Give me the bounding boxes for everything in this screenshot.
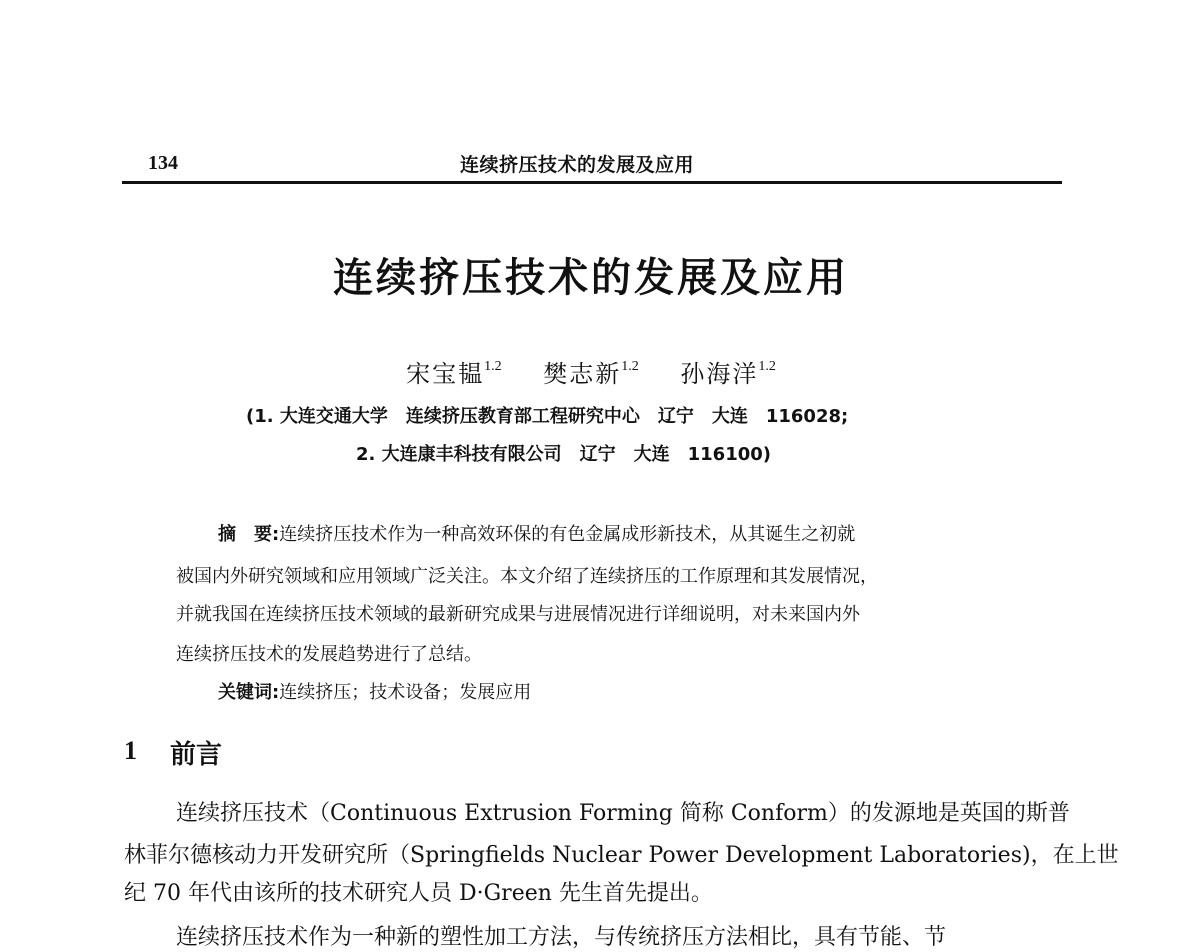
author-name: 樊志新 — [543, 360, 622, 388]
body-line: 连续挤压技术（Continuous Extrusion Forming 简称 Conform）的发源地是英国的斯普 — [176, 801, 1070, 826]
abstract-line — [218, 520, 855, 546]
author-affiliation-mark: 1.2 — [621, 359, 639, 374]
abstract-text: 连续挤压技术作为一种高效环保的有色金属成形新技术，从其诞生之初就 — [279, 524, 856, 545]
author-name: 孙海洋 — [680, 360, 759, 388]
section-title: 前言 — [170, 740, 223, 770]
abstract-label: 摘 要: — [218, 524, 280, 545]
abstract-line: 被国内外研究领域和应用领域广泛关注。本文介绍了连续挤压的工作原理和其发展情况， — [176, 566, 878, 587]
running-title: 连续挤压技术的发展及应用 — [460, 154, 695, 176]
body-line: 连续挤压技术作为一种新的塑性加工方法，与传统挤压方法相比，具有节能、节 — [176, 925, 947, 950]
abstract-line: 连续挤压技术的发展趋势进行了总结。 — [176, 644, 482, 665]
header-rule — [122, 181, 1062, 184]
author — [406, 354, 502, 389]
section-number: 1 — [124, 736, 137, 765]
author — [543, 354, 639, 389]
abstract-line: 并就我国在连续挤压技术领域的最新研究成果与进展情况进行详细说明，对未来国内外 — [176, 604, 860, 625]
keywords-text: 连续挤压；技术设备；发展应用 — [279, 682, 532, 703]
body-line: 纪 70 年代由该所的技术研究人员 D·Green 先生首先提出。 — [124, 881, 713, 906]
body-line: 林菲尔德核动力开发研究所（Springfields Nuclear Power Development Laboratories)，在上世 — [124, 843, 1119, 868]
author-affiliation-mark: 1.2 — [758, 359, 776, 374]
keywords — [218, 678, 531, 704]
affiliation-line-2: 2. 大连康丰科技有限公司 辽宁 大连 116100) — [356, 444, 772, 465]
keywords-label: 关键词: — [218, 682, 280, 703]
author-name: 宋宝韫 — [406, 360, 485, 388]
author — [680, 354, 776, 389]
affiliation-line-1: (1. 大连交通大学 连续挤压教育部工程研究中心 辽宁 大连 116028; — [246, 406, 849, 427]
author-affiliation-mark: 1.2 — [484, 359, 502, 374]
author-list — [0, 354, 1182, 389]
page-number: 134 — [148, 152, 178, 174]
paper-title: 连续挤压技术的发展及应用 — [333, 255, 849, 301]
